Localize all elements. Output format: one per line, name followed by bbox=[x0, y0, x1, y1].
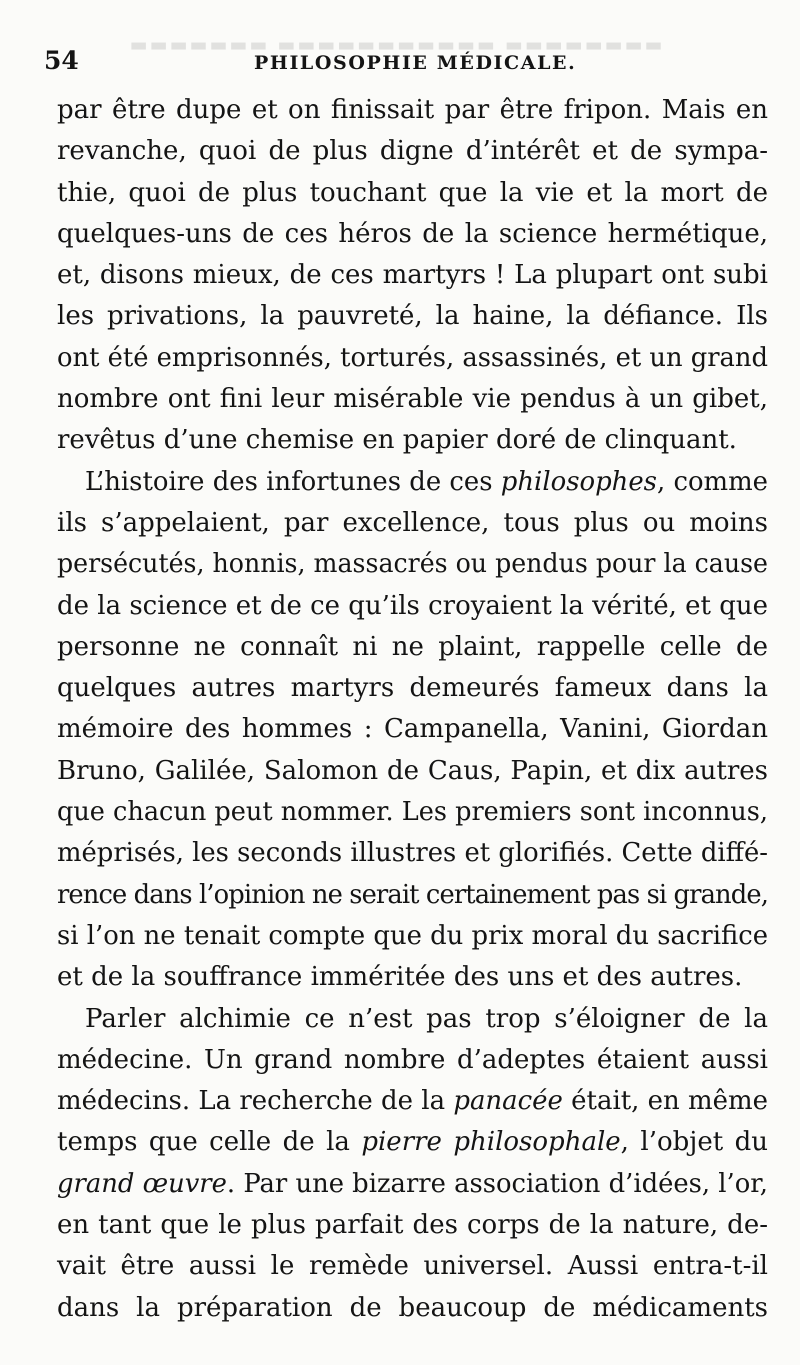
text-run: L’histoire des infortunes de ces bbox=[85, 466, 501, 497]
text-line: de la science et de ce qu’ils croyaient la vérité, et que bbox=[57, 590, 768, 621]
text-line: Bruno, Galilée, Salomon de Caus, Papin, et dix autres bbox=[57, 755, 768, 786]
text-line: dans la préparation de beaucoup de médicaments bbox=[57, 1292, 768, 1323]
italic-run: philosophes bbox=[500, 466, 657, 497]
italic-run: pierre philosophale bbox=[361, 1127, 621, 1158]
text-line: en tant que le plus parfait des corps de la nature, de- bbox=[57, 1210, 768, 1241]
body-text bbox=[57, 90, 768, 1329]
italic-run: panacée bbox=[453, 1086, 563, 1117]
text-line bbox=[57, 1122, 768, 1163]
text-line: personne ne connaît ni ne plaint, rappelle celle de bbox=[57, 631, 768, 662]
text-line: quelques autres martyrs demeurés fameux dans la bbox=[57, 673, 768, 704]
text-line: revêtus d’une chemise en papier doré de clinquant. bbox=[57, 425, 737, 456]
text-run: . Par une bizarre association d’idées, l’or, bbox=[226, 1168, 769, 1199]
text-line: nombre ont fini leur misérable vie pendus à un gibet, bbox=[57, 384, 768, 415]
show-through-heading: ▬▬▬▬▬▬▬▬ ▬▬▬▬▬▬▬▬▬▬▬ ▬▬▬▬▬▬▬ bbox=[127, 34, 663, 56]
text-line: rence dans l’opinion ne serait certainement pas si grande, bbox=[57, 879, 768, 910]
text-line: si l’on ne tenait compte que du prix moral du sacrifice bbox=[57, 920, 768, 951]
running-head: PHILOSOPHIE MÉDICALE. bbox=[254, 52, 577, 74]
text-line: que chacun peut nommer. Les premiers sont inconnus, bbox=[57, 797, 768, 828]
text-line: persécutés, honnis, massacrés ou pendus pour la cause bbox=[57, 549, 768, 580]
text-line bbox=[57, 462, 768, 503]
text-line: vait être aussi le remède universel. Aussi entra-t-il bbox=[57, 1251, 768, 1282]
text-line: mémoire des hommes : Campanella, Vanini, Giordan bbox=[57, 714, 768, 745]
text-line: les privations, la pauvreté, la haine, la défiance. Ils bbox=[57, 301, 768, 332]
text-run: temps que celle de la bbox=[57, 1127, 362, 1158]
text-run: , l’objet du bbox=[620, 1127, 768, 1158]
italic-run: grand œuvre bbox=[57, 1168, 227, 1199]
page-header bbox=[44, 46, 764, 78]
text-line: revanche, quoi de plus digne d’intérêt et de sympa- bbox=[57, 136, 768, 167]
text-line: ils s’appelaient, par excellence, tous plus ou moins bbox=[57, 507, 768, 538]
text-line bbox=[57, 1164, 768, 1205]
text-line: méprisés, les seconds illustres et glorifiés. Cette diffé- bbox=[57, 838, 768, 869]
text-run: médecins. La recherche de la bbox=[57, 1086, 454, 1117]
text-line: médecine. Un grand nombre d’adeptes étaient aussi bbox=[57, 1044, 768, 1075]
text-line: thie, quoi de plus touchant que la vie et la mort de bbox=[57, 177, 768, 208]
text-line: ont été emprisonnés, torturés, assassinés, et un grand bbox=[57, 342, 768, 373]
text-line bbox=[57, 1081, 768, 1122]
page-number: 54 bbox=[44, 46, 79, 75]
text-line: quelques-uns de ces héros de la science hermétique, bbox=[57, 218, 768, 249]
text-line: par être dupe et on finissait par être fripon. Mais en bbox=[57, 95, 768, 125]
text-run: , comme bbox=[656, 466, 768, 497]
text-line: Parler alchimie ce n’est pas trop s’éloigner de la bbox=[85, 1003, 768, 1034]
text-line: et de la souffrance imméritée des uns et des autres. bbox=[57, 962, 743, 993]
text-line: et, disons mieux, de ces martyrs ! La plupart ont subi bbox=[57, 260, 768, 291]
text-run: était, en même bbox=[562, 1086, 768, 1117]
